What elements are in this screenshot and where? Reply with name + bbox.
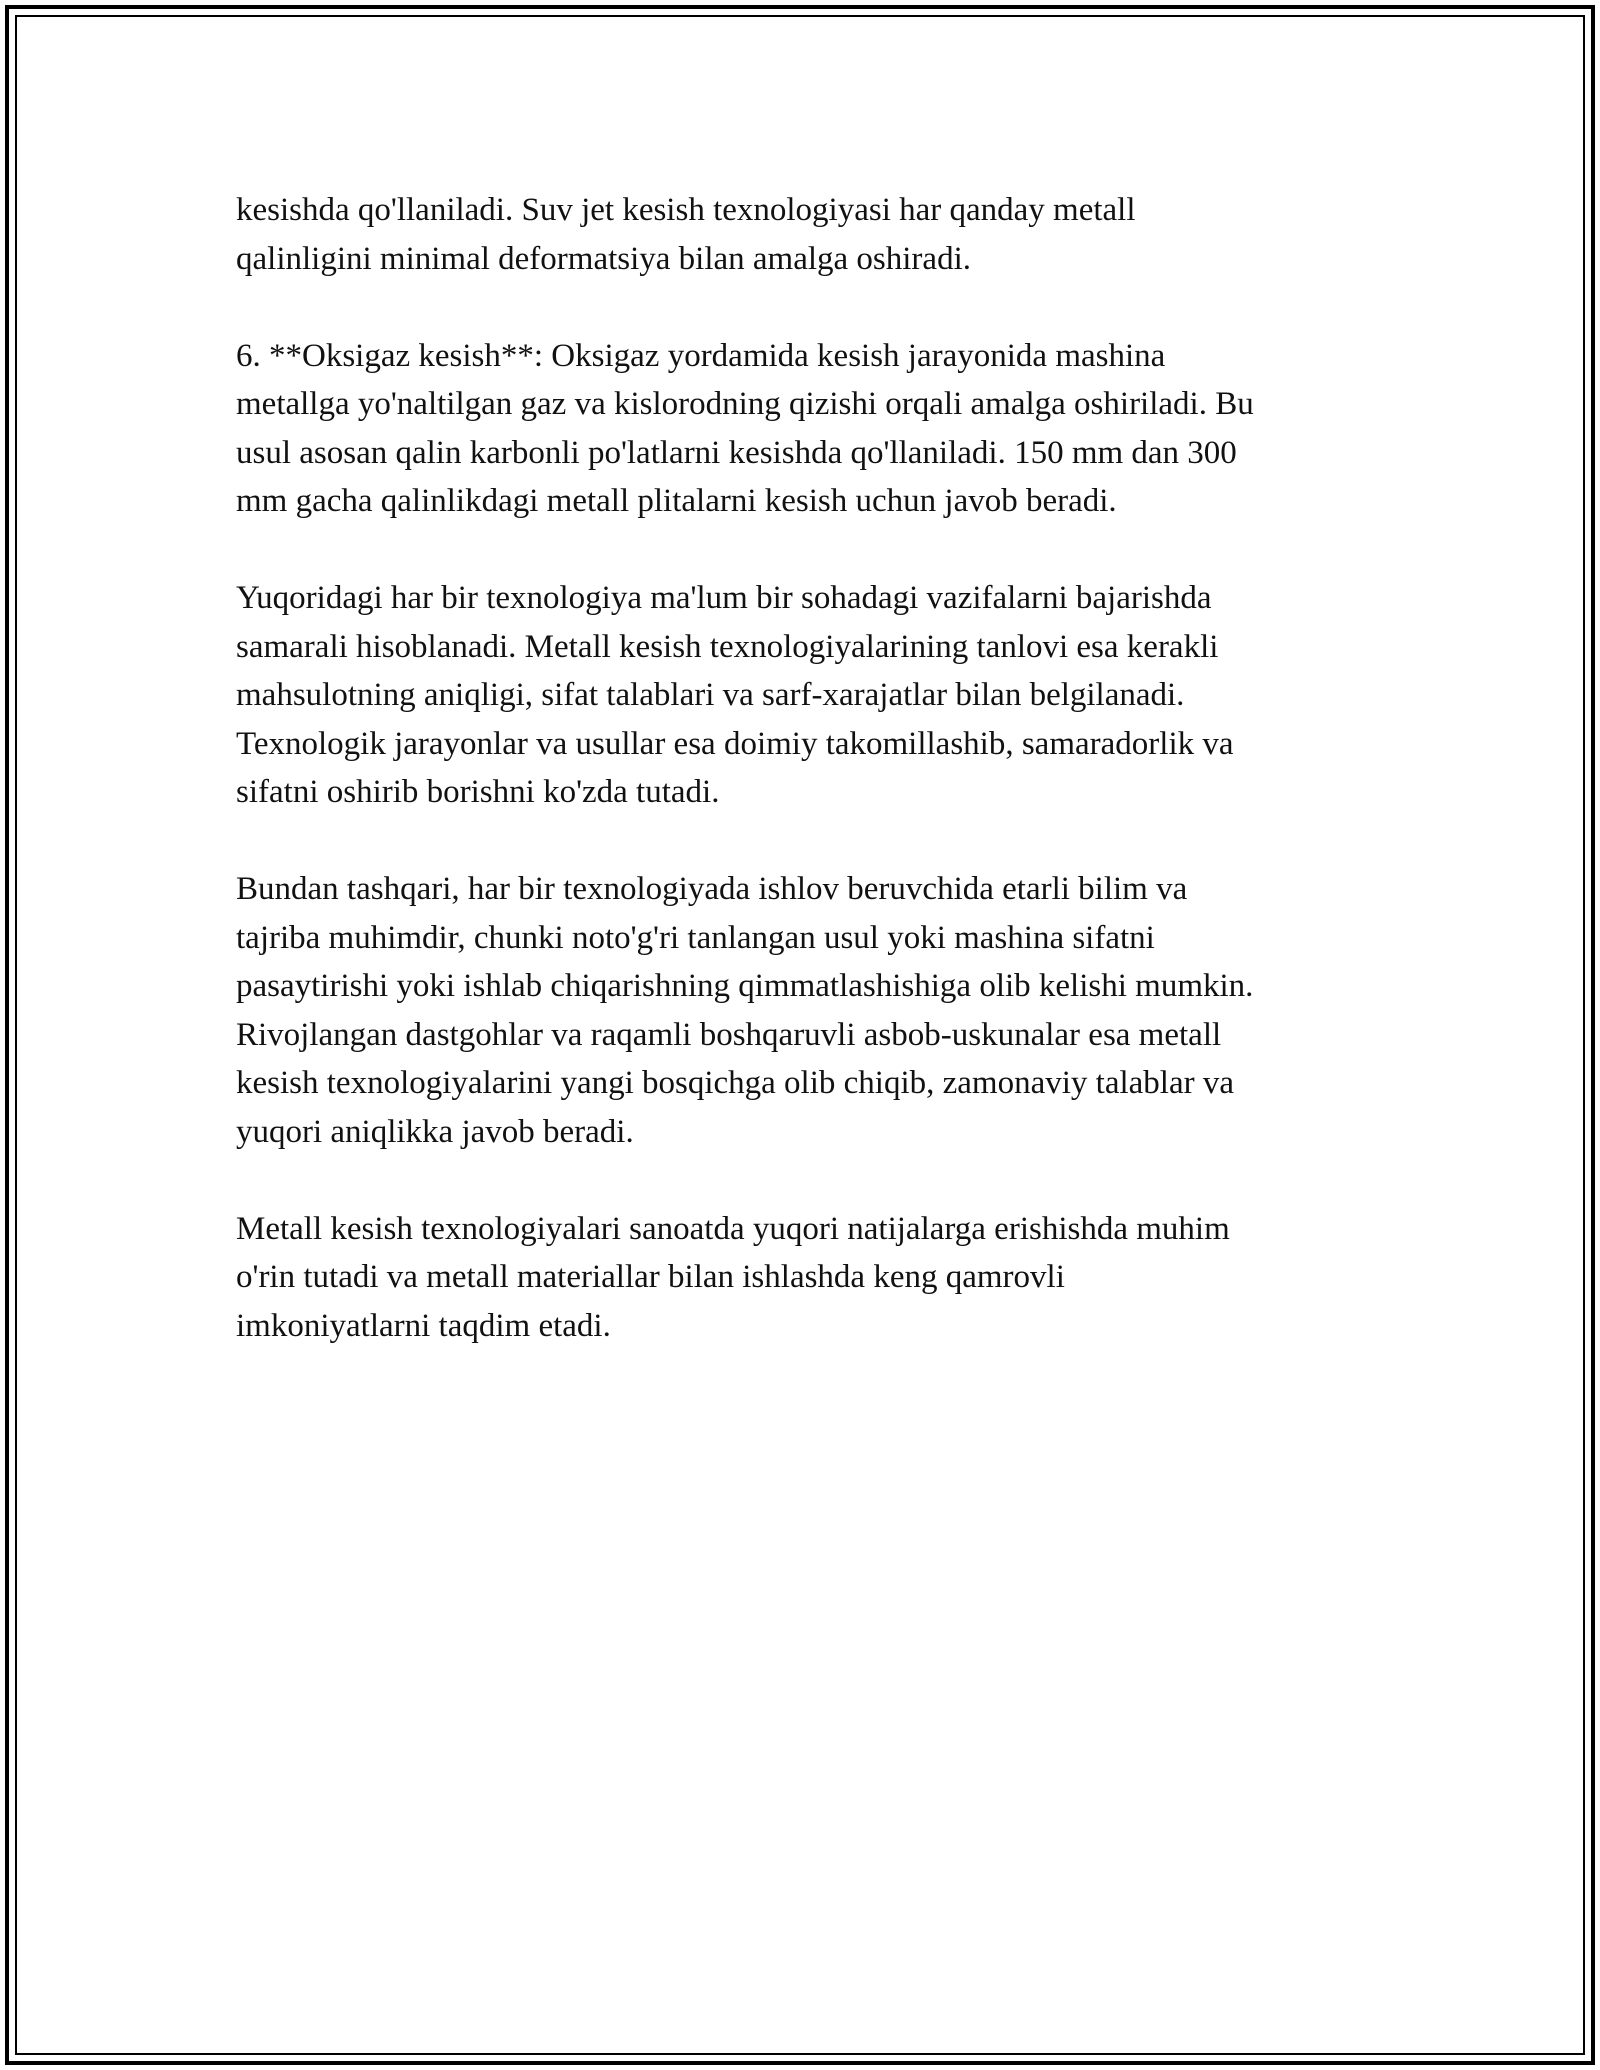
paragraph-water-jet-continuation: kesishda qo'llaniladi. Suv jet kesish texnologiyasi har qanday metall qalinligini minimal deformatsiya bilan amalga oshiradi. bbox=[236, 192, 1136, 277]
document-body bbox=[236, 186, 1386, 1399]
paragraph-operator-skills: Bundan tashqari, har bir texnologiyada ishlov beruvchida etarli bilim va tajriba muhimdir, chunki noto'g'ri tanlangan usul yoki mashina sifatni pasaytirishi yoki ishlab chiqarishning qimmatlashishiga olib kelishi mumkin. Rivojlangan dastgohlar va raqamli boshqaruvli asbob-uskunalar esa metall kesish texnologiyalarini yangi bosqichga olib chiqib, zamonaviy talablar va yuqori aniqlikka javob beradi. bbox=[236, 871, 1254, 1150]
paragraph-conclusion: Metall kesish texnologiyalari sanoatda yuqori natijalarga erishishda muhim o'rin tutadi va metall materiallar bilan ishlashda keng qamrovli imkoniyatlarni taqdim etadi. bbox=[236, 1210, 1230, 1344]
paragraph-technology-summary: Yuqoridagi har bir texnologiya ma'lum bir sohadagi vazifalarni bajarishda samarali hisoblanadi. Metall kesish texnologiyalarining tanlovi esa kerakli mahsulotning aniqligi, sifat talablari va sarf-xarajatlar bilan belgilanadi. Texnologik jarayonlar va usullar esa doimiy takomillashib, samaradorlik va sifatni oshirib borishni ko'zda tutadi. bbox=[236, 580, 1234, 810]
paragraph-oxygas-cutting: 6. **Oksigaz kesish**: Oksigaz yordamida kesish jarayonida mashina metallga yo'naltilgan gaz va kislorodning qizishi orqali amalga oshiriladi. Bu usul asosan qalin karbonli po'latlarni kesishda qo'llaniladi. 150 mm dan 300 mm gacha qalinlikdagi metall plitalarni kesish uchun javob beradi. bbox=[236, 337, 1254, 519]
